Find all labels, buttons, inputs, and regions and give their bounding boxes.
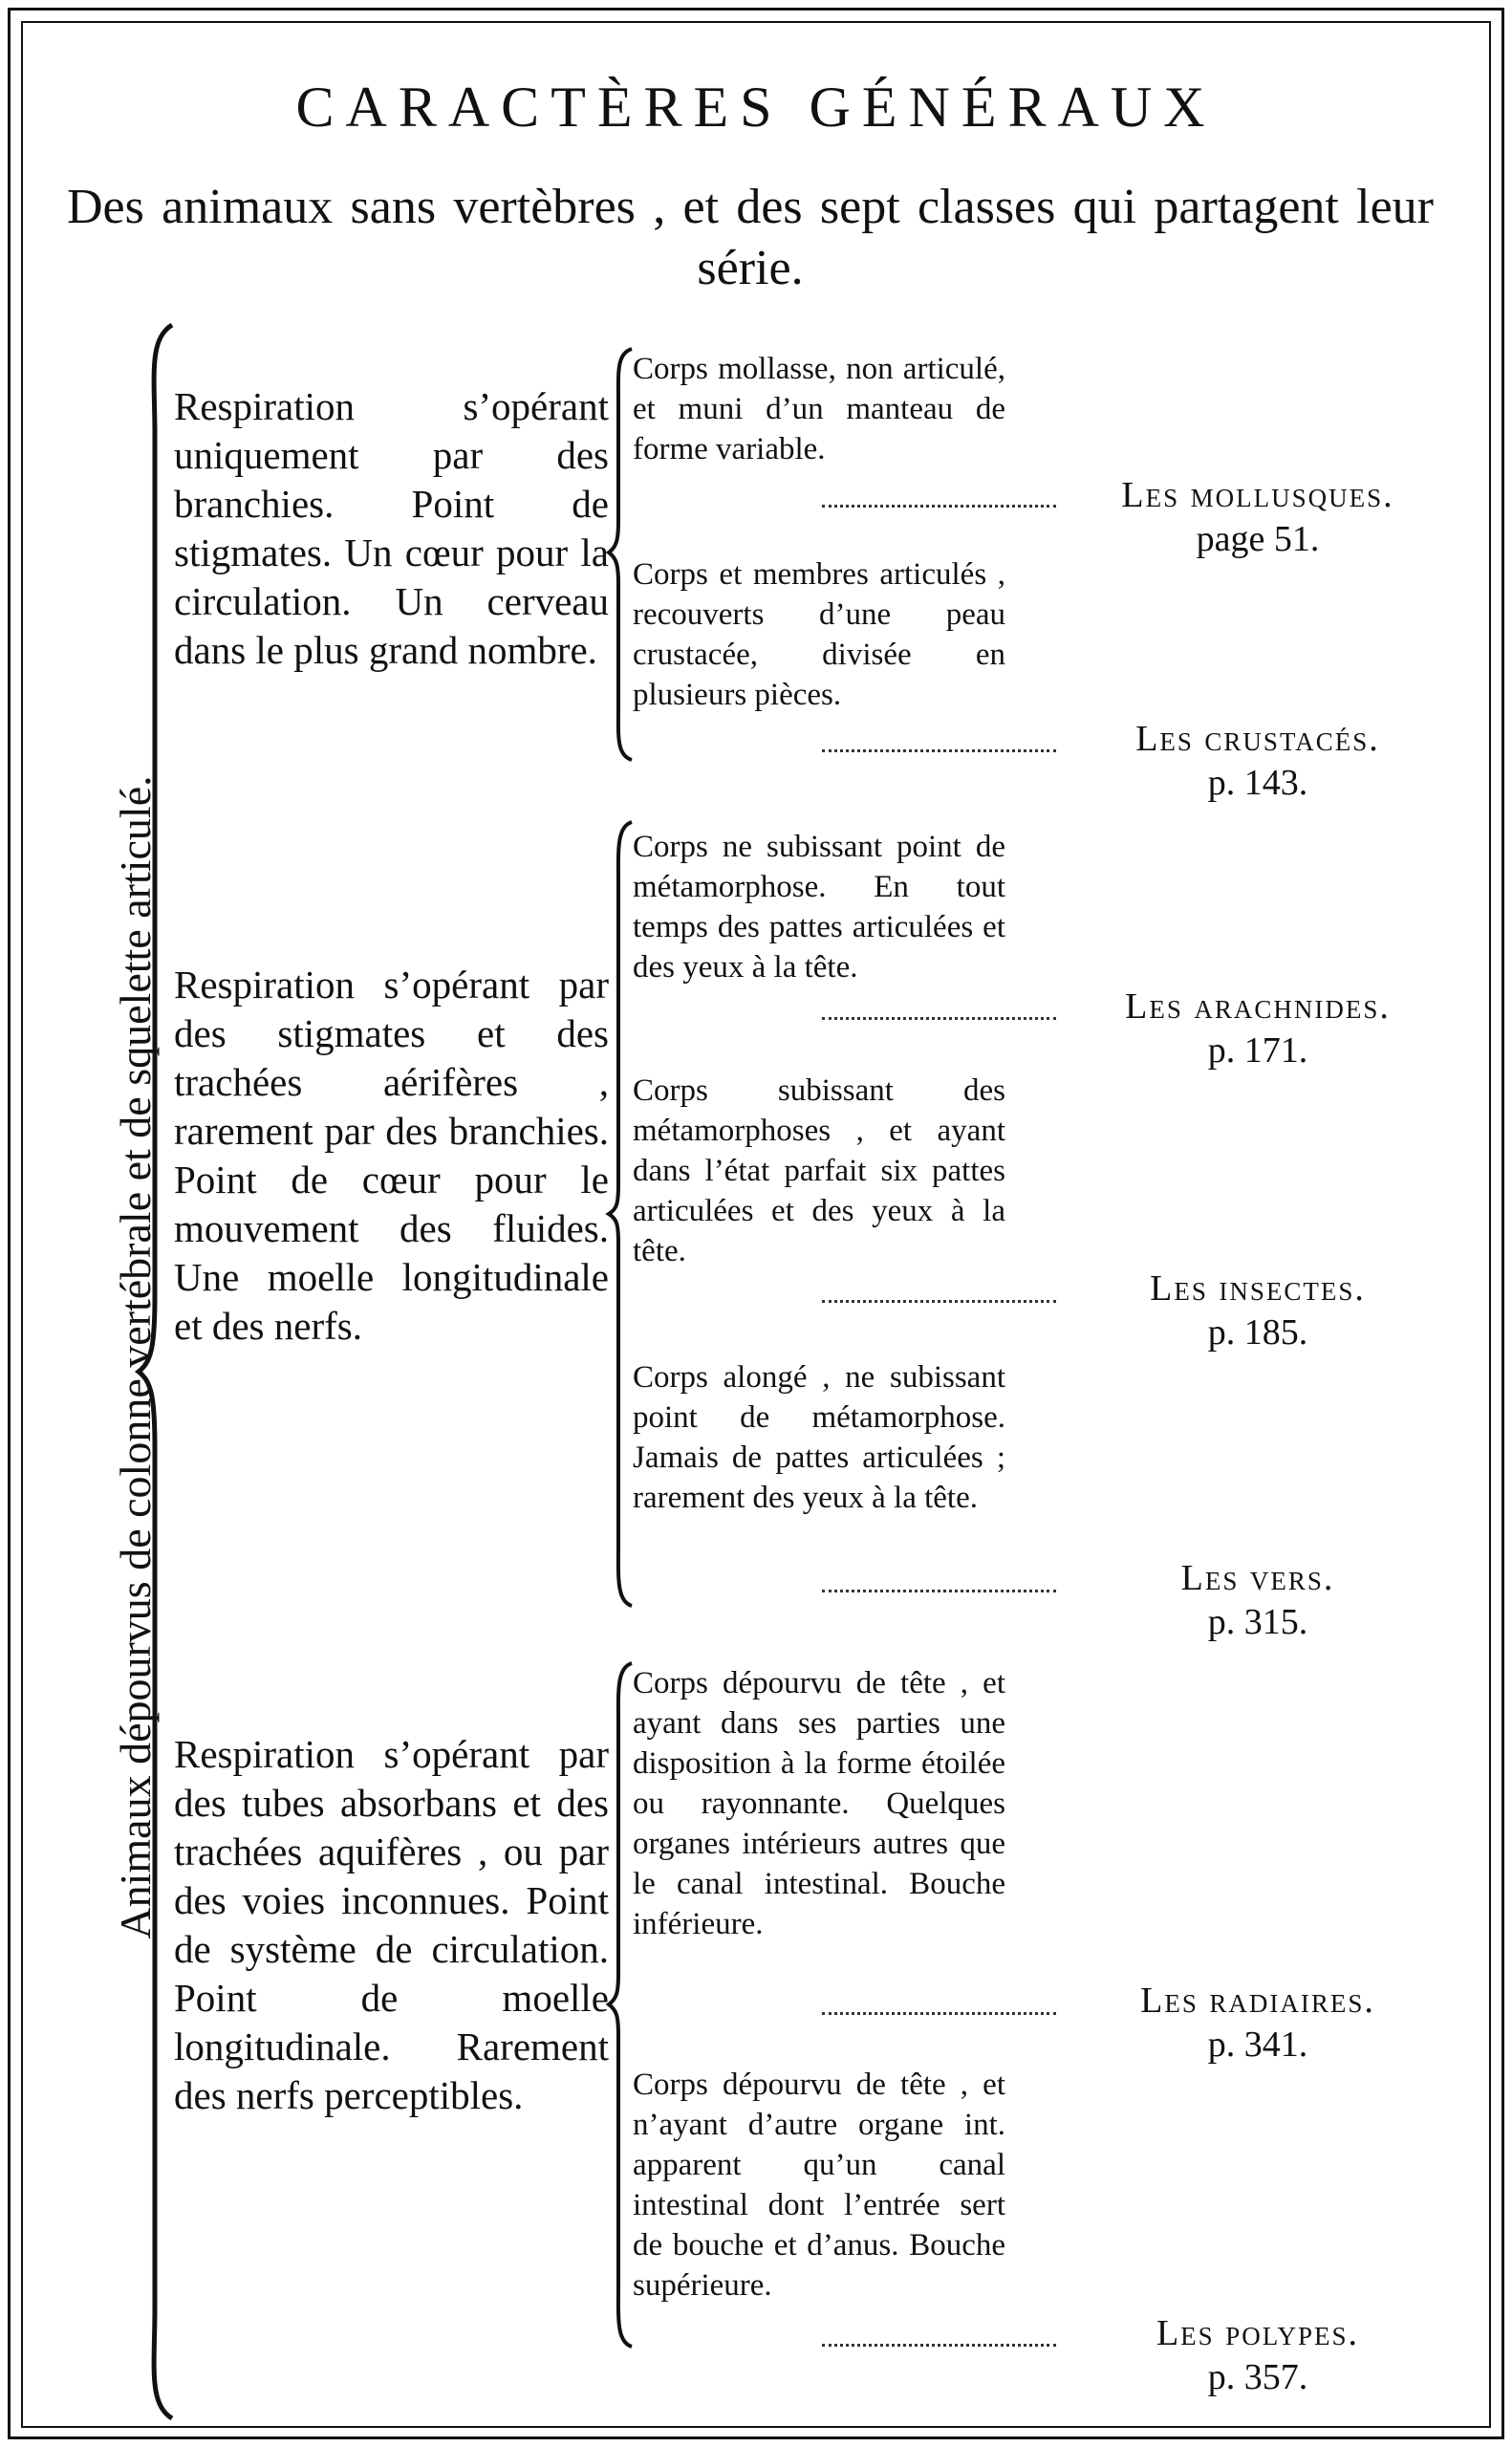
class-entry: [1067, 1556, 1449, 1644]
insectes-description: Corps subissant des métamorphoses , et ayant dans l’état parfait six pattes articulées et des yeux à la tête.: [633, 1073, 1005, 1268]
vers-leader: [822, 1590, 1056, 1592]
arachnides-leader: [822, 1017, 1056, 1020]
class-name: Les insectes.: [1150, 1268, 1366, 1309]
class-page: p. 143.: [1207, 763, 1308, 803]
class-entry: [1067, 1979, 1449, 2067]
class-entry: [1067, 473, 1449, 561]
class-page: p. 357.: [1207, 2357, 1308, 2397]
group-2-description: Respiration s’opérant par des stigmates et des trachées aérifères , rarement par des branchies. Point de cœur pour le mouvement des fluides. Une moelle longitudinale et des nerfs.: [174, 963, 609, 1348]
arachnides-description: Corps ne subissant point de métamorphose. En tout temps des pattes articulées et des yeux à la tête.: [633, 830, 1005, 985]
class-page: p. 315.: [1207, 1602, 1308, 1642]
radiaires-description: Corps dépourvu de tête , et ayant dans ses parties une disposition à la forme étoilée ou rayonnante. Quelques organes intérieurs autres que le canal intestinal. Bouche inférieure.: [633, 1666, 1005, 1941]
class-page: p. 341.: [1207, 2025, 1308, 2065]
vertical-side-label: Animaux dépourvus de colonne vertébrale et de squelette articulé.: [111, 775, 160, 1939]
mollusques-leader: [822, 505, 1056, 508]
radiaires-leader: [822, 2012, 1056, 2015]
polypes-leader: [822, 2344, 1056, 2347]
page-subtitle: Des animaux sans vertèbres , et des sept classes qui partagent leur série.: [67, 180, 1434, 295]
class-name: Les vers.: [1180, 1558, 1335, 1598]
page-title: CARACTÈRES GÉNÉRAUX: [295, 76, 1217, 139]
class-name: Les arachnides.: [1125, 986, 1391, 1027]
class-name: Les crustacés.: [1135, 719, 1380, 759]
class-entry: [1067, 717, 1449, 805]
polypes-description: Corps dépourvu de tête , et n’ayant d’autre organe int. apparent qu’un canal intestinal dont l’entrée sert de bouche et d’anus. Bouche supérieure.: [633, 2068, 1005, 2303]
class-page: p. 171.: [1207, 1030, 1308, 1071]
crustaces-description: Corps et membres articulés , recouverts d’une peau crustacée, divisée en plusieurs pièces.: [633, 557, 1005, 712]
class-name: Les polypes.: [1156, 2313, 1360, 2353]
class-entry: [1067, 1267, 1449, 1354]
crustaces-leader: [822, 749, 1056, 752]
class-page: page 51.: [1196, 519, 1320, 559]
mollusques-description: Corps mollasse, non articulé, et muni d’un manteau de forme variable.: [633, 352, 1005, 466]
insectes-leader: [822, 1300, 1056, 1303]
class-name: Les radiaires.: [1140, 1981, 1375, 2021]
class-entry: [1067, 985, 1449, 1072]
group-1-description: Respiration s’opérant uniquement par des branchies. Point de stigmates. Un cœur pour la circulation. Un cerveau dans le plus grand nombre.: [174, 384, 609, 672]
class-name: Les mollusques.: [1121, 475, 1394, 515]
vers-description: Corps alongé , ne subissant point de métamorphose. Jamais de pattes articulées ; rarement des yeux à la tête.: [633, 1360, 1005, 1515]
class-page: p. 185.: [1207, 1312, 1308, 1353]
group-3-description: Respiration s’opérant par des tubes absorbans et des trachées aquifères , ou par des voies inconnues. Point de système de circulation. Point de moelle longitudinale. Rarement des nerfs perceptibles.: [174, 1732, 609, 2117]
class-entry: [1067, 2311, 1449, 2399]
